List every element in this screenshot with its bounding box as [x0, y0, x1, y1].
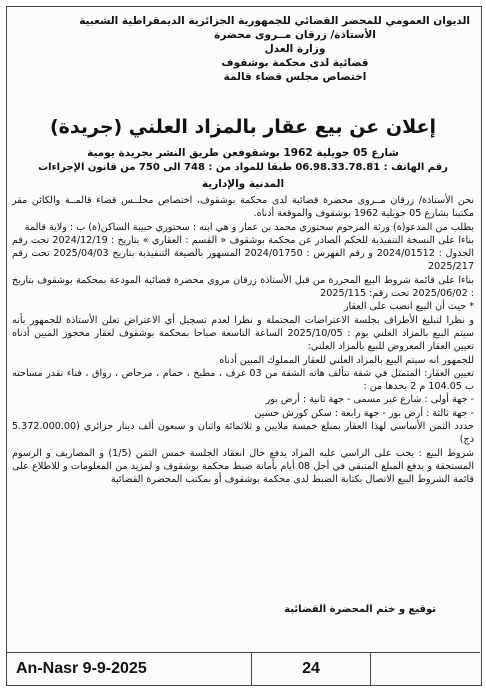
- header-line-5: اختصاص مجلس قضاء قالمة: [223, 71, 367, 83]
- body-paragraph: * حيث أن البيع انصب على العقار: [343, 301, 474, 313]
- notice-title: إعلان عن بيع عقار بالمزاد العلني (جريدة): [49, 116, 437, 138]
- header-line-1: الديوان العمومي للمحضر القضائي للجمهورية الجزائرية الديمقراطية الشعبية: [79, 15, 470, 27]
- body-paragraph: بناءا على قائمة شروط البيع المحررة من قبل الأستاذة زرقان مروى محضرة قضائية المودعة بمحكمة بوشقوف بتاريخ : 2025/06/02 تحت رقم: 2025/115: [12, 274, 474, 300]
- notice-code-name: المدنية والإدارية: [201, 178, 285, 190]
- body-paragraph: للجمهور انه سيتم البيع بالمزاد العلني للعقار المملوك المبين أدناه: [219, 354, 474, 366]
- body-paragraph: حددد الثمن الأساسي لهذا العقار بمبلغ خمسة ملايين و ثلاثمائة واثنان و سبعون ألف دينار جزائري (5.372.000.00 دج): [12, 421, 474, 446]
- page-number: 24: [252, 653, 371, 685]
- body-paragraph: و نظرا لتبليغ الأطراف بجلسة الاعتراضات المحتملة و نظرا لعدم تسجيل أي الاعتراض تعلن الأستاذة للجمهور بأنه سيتم البيع بالمزاد العلني يوم : 2025/10/05 الساعة التاسعة صباحا بمحكمة بوشقوف لعقار محجوز المبين أدناه تعيين العقار المعروض للبيع بالمزاد العلني:: [12, 314, 474, 353]
- body-paragraph: - جهة أولى : شارع غير مسمى - جهة ثانية : أرض بور: [265, 394, 474, 406]
- body-paragraph: تعيين العقار: المتمثل في شقة تتألف هاته الشقة من 03 غرف ، مطبخ ، حمام ، مرحاض ، رواق ، فناء تقدر مساحته ب 104.05 م 2 يحدها من :: [12, 367, 474, 393]
- header-line-3: وزارة العدل: [264, 43, 326, 55]
- body-paragraph: بطلب من المدعو(ة) ورثة المرحوم سحتوري محمد بن عمار و هي ابنه : سحتوري حبيبة الساكن(ة) ب : ولاية قالمة: [24, 221, 474, 233]
- notice-address: شارع 05 جويلية 1962 بوشقوفعن طريق النشر بجريدة يومية: [87, 147, 399, 159]
- newspaper-date: An-Nasr 9-9-2025: [10, 653, 252, 685]
- body-paragraph: بناءا على النسخة التنفيذية للحكم الصادر عن محكمة بوشقوف « القسم : العقاري » بتاريخ : 2024/12/19 تحت رقم الجدول : 2024/01512 و رقم الفهرس : 2024/01750 المسهور بالصيغة التنفيذية بتاريخ 2025/04/03 تحت رقم 2025/217: [12, 234, 474, 273]
- header-line-2: الأستاذة/ زرقان مــروى محضرة: [214, 29, 376, 41]
- signature-line: توقيع و ختم المحضرة القضائية: [284, 604, 436, 615]
- notice-body: [12, 194, 474, 487]
- notice-phone: رقم الهاتف : 06.98.33.78.81 طبقا للمواد من : 748 الى 750 من قانون الإجراءات: [38, 162, 448, 173]
- body-paragraph: شروط البيع : يجب على الراسي عليه المزاد يدفع حال انعقاد الجلسة خمس الثمن (1/5) و المصاريف و الرسوم المستحقة و يدفع المبلغ المتبقي في أجل 08 أيام بأمانة ضبط محكمة بوشقوف و لمزيد من المعلومات و للاطلاع على قائمة الشروط البيع الاتصال بكتابة الضبط لدى محكمة بوشقوف أو بمكتب المحضرة القضائية: [12, 447, 474, 486]
- page-footer: [6, 652, 480, 685]
- body-paragraph: - جهة ثالثة : أرض بور - جهة رابعة : سكن كورش حسين: [254, 407, 474, 419]
- notice-header: [79, 14, 470, 84]
- header-line-4: قضائية لدى محكمة بوشقوف: [221, 57, 369, 69]
- body-paragraph: نحن الأستاذة/ زرقان مــروى محضرة قضائية لدى محكمة بوشقوف، اختصاص مجلــس قضاء قالمــة والكائن مقر مكتبنا بشارع 05 جويلية 1962 بوشقوف والموقعة أدناه.: [12, 195, 474, 220]
